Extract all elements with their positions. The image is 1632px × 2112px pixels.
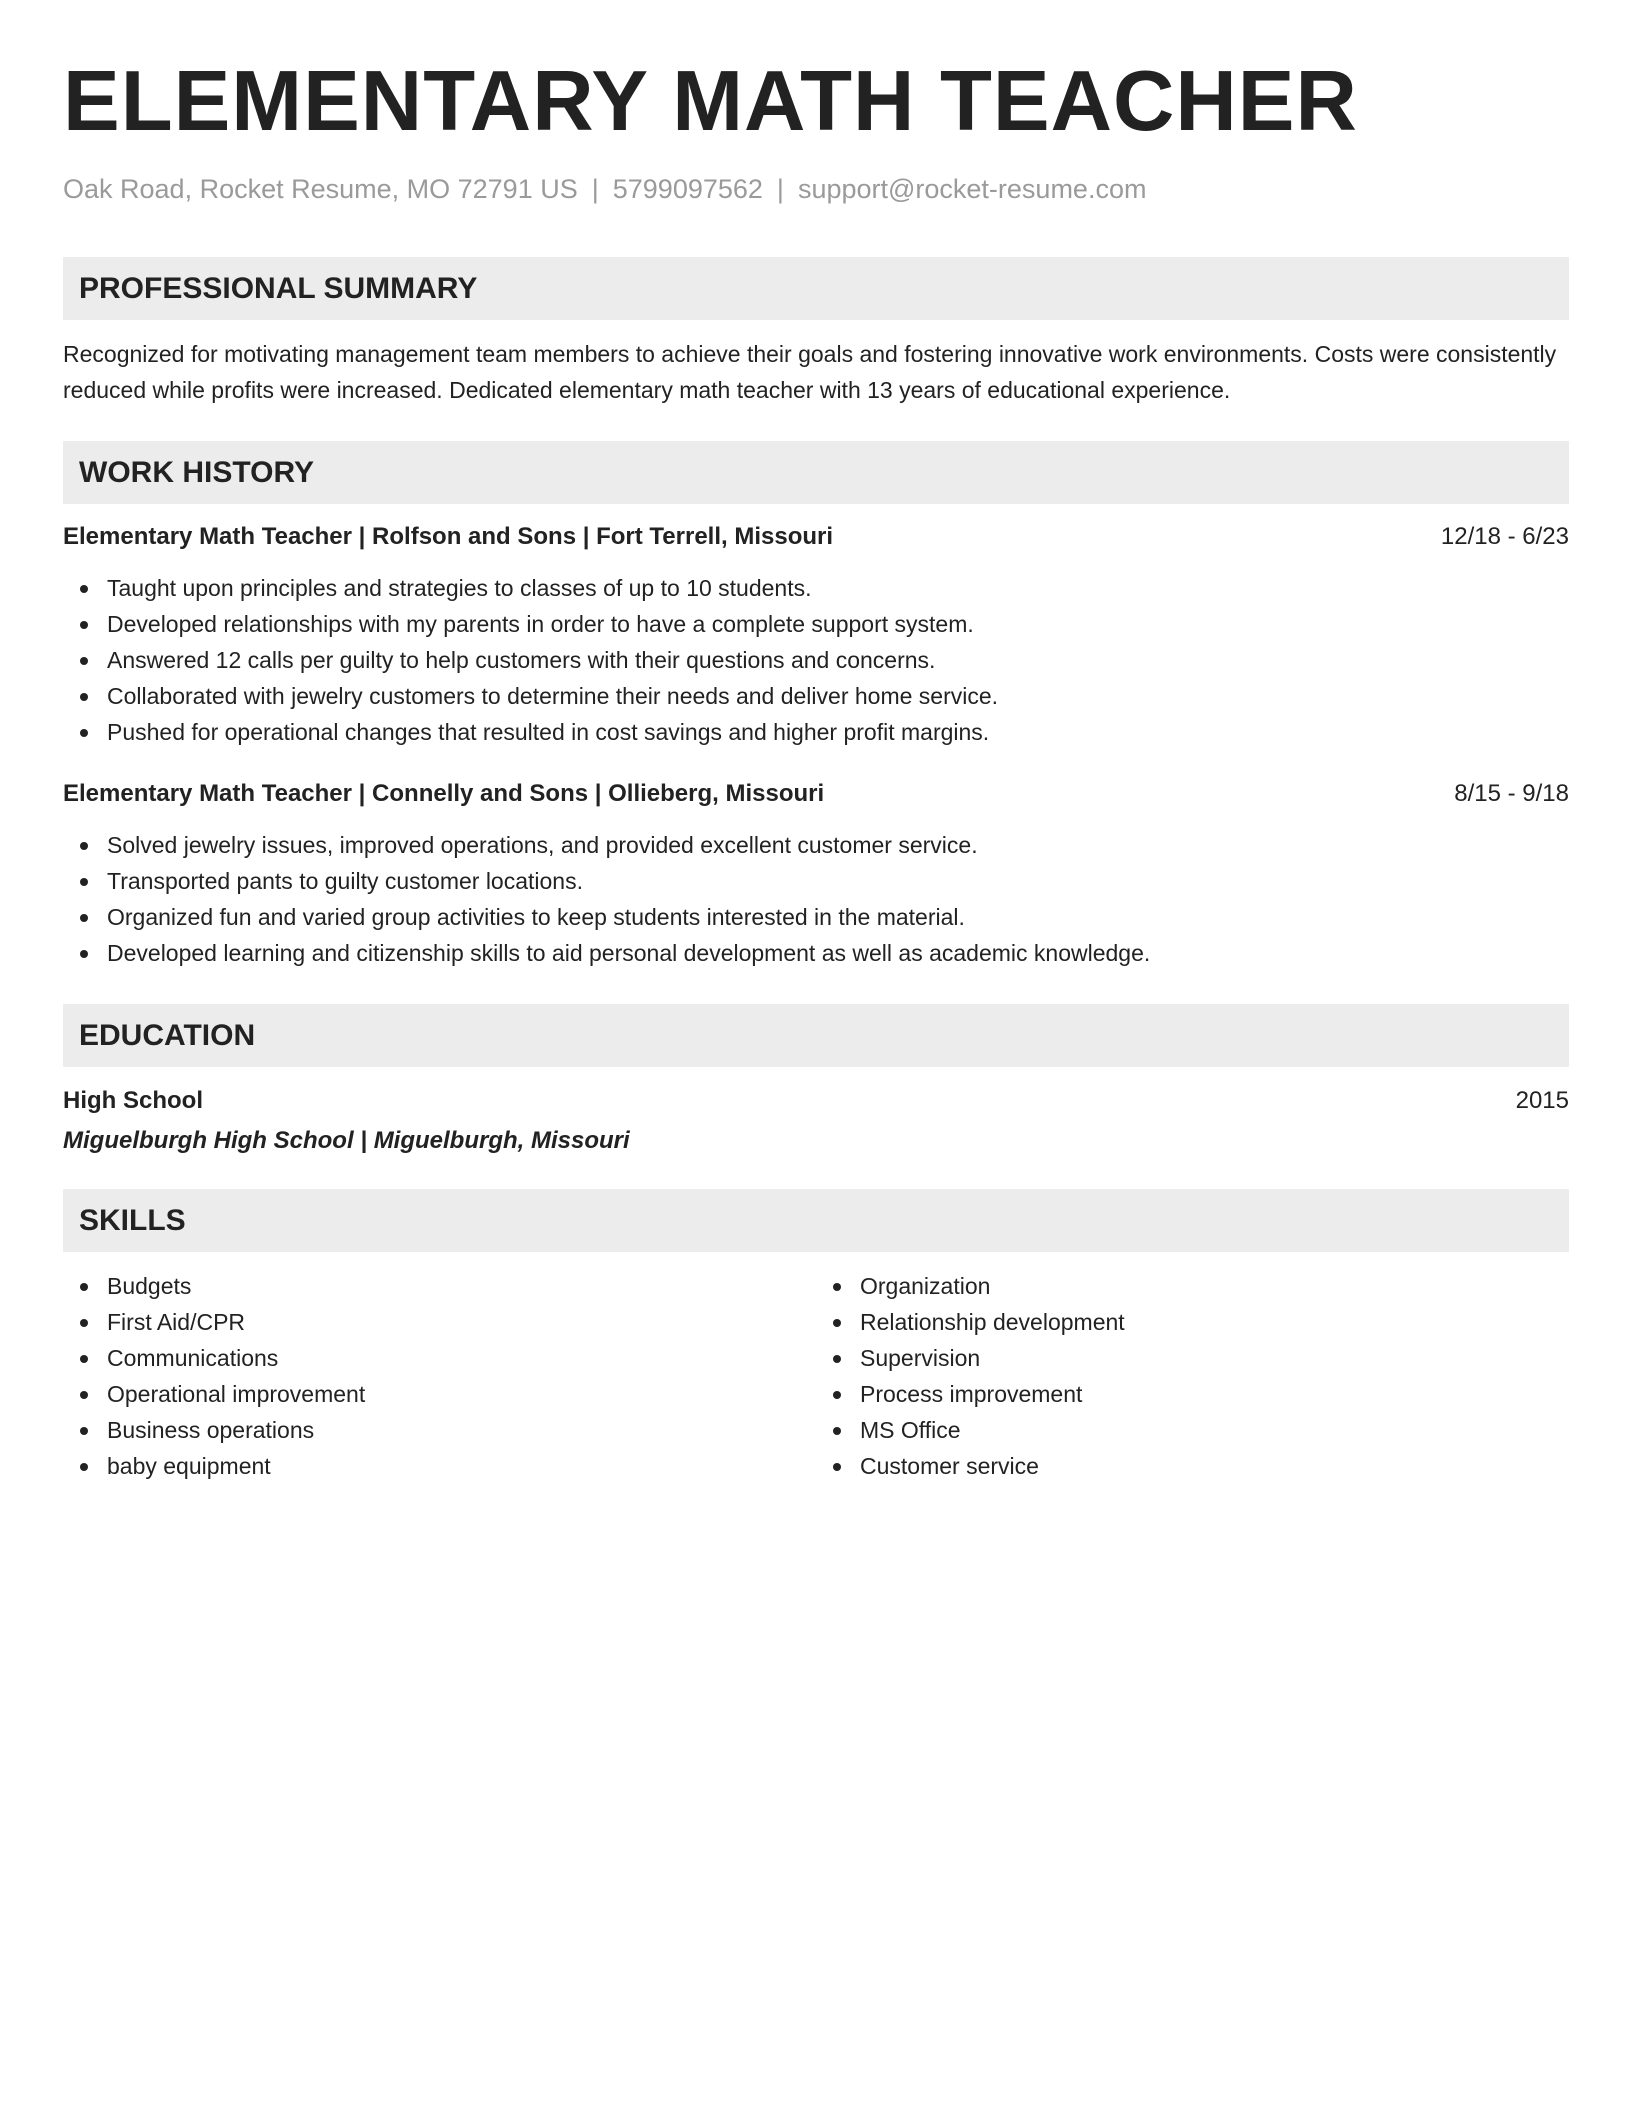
job-bullet: Taught upon principles and strategies to classes of up to 10 students. [107, 570, 1569, 606]
job-bullet: Collaborated with jewelry customers to determine their needs and deliver home service. [107, 678, 1569, 714]
education-heading: EDUCATION [63, 1004, 1569, 1067]
skill-item: Business operations [107, 1412, 816, 1448]
skills-list-right [816, 1268, 1569, 1484]
job-header-row [63, 776, 1569, 812]
job-bullet-list [63, 827, 1569, 971]
skill-item: Budgets [107, 1268, 816, 1304]
skill-item: First Aid/CPR [107, 1304, 816, 1340]
job-bullet: Solved jewelry issues, improved operations, and provided excellent customer service. [107, 827, 1569, 863]
contact-separator: | [776, 174, 784, 204]
skill-item: Customer service [860, 1448, 1569, 1484]
skill-item: Operational improvement [107, 1376, 816, 1412]
skill-item: Communications [107, 1340, 816, 1376]
job-header-row [63, 519, 1569, 555]
skill-item: MS Office [860, 1412, 1569, 1448]
skills-list-left [63, 1268, 816, 1484]
contact-separator: | [591, 174, 599, 204]
education-row [63, 1083, 1569, 1119]
contact-address: Oak Road, Rocket Resume, MO 72791 US [63, 174, 578, 204]
contact-phone: 5799097562 [612, 174, 763, 204]
summary-heading: PROFESSIONAL SUMMARY [63, 257, 1569, 320]
job-entry [63, 776, 1569, 971]
skills-heading: SKILLS [63, 1189, 1569, 1252]
skill-item: Organization [860, 1268, 1569, 1304]
job-title: Elementary Math Teacher | Rolfson and Sons | Fort Terrell, Missouri [63, 523, 834, 550]
contact-line [63, 172, 1569, 206]
skill-item: Relationship development [860, 1304, 1569, 1340]
job-bullet: Developed learning and citizenship skills to aid personal development as well as academic knowledge. [107, 935, 1569, 971]
job-bullet: Organized fun and varied group activities to keep students interested in the material. [107, 899, 1569, 935]
job-bullet-list [63, 570, 1569, 750]
job-bullet: Developed relationships with my parents in order to have a complete support system. [107, 606, 1569, 642]
job-bullet: Pushed for operational changes that resulted in cost savings and higher profit margins. [107, 714, 1569, 750]
resume-name: ELEMENTARY MATH TEACHER [63, 54, 1358, 149]
job-dates: 8/15 - 9/18 [1454, 780, 1569, 807]
job-bullet: Answered 12 calls per guilty to help customers with their questions and concerns. [107, 642, 1569, 678]
skill-item: Supervision [860, 1340, 1569, 1376]
skill-item: baby equipment [107, 1448, 816, 1484]
job-dates: 12/18 - 6/23 [1440, 523, 1569, 550]
education-degree: High School [63, 1087, 203, 1114]
work-history-heading: WORK HISTORY [63, 441, 1569, 504]
education-school: Miguelburgh High School | Miguelburgh, Missouri [63, 1127, 630, 1154]
job-title: Elementary Math Teacher | Connelly and Sons | Ollieberg, Missouri [63, 780, 825, 807]
job-bullet: Transported pants to guilty customer locations. [107, 863, 1569, 899]
summary-text: Recognized for motivating management team members to achieve their goals and fostering innovative work environments. Costs were consistently reduced while profits were increased. Dedicated elementary math teacher with 13 years of educational experience. [63, 341, 1557, 403]
job-entry [63, 519, 1569, 750]
education-year: 2015 [1515, 1087, 1569, 1114]
skill-item: Process improvement [860, 1376, 1569, 1412]
contact-email: support@rocket-resume.com [797, 174, 1147, 204]
skills-columns [63, 1268, 1569, 1484]
